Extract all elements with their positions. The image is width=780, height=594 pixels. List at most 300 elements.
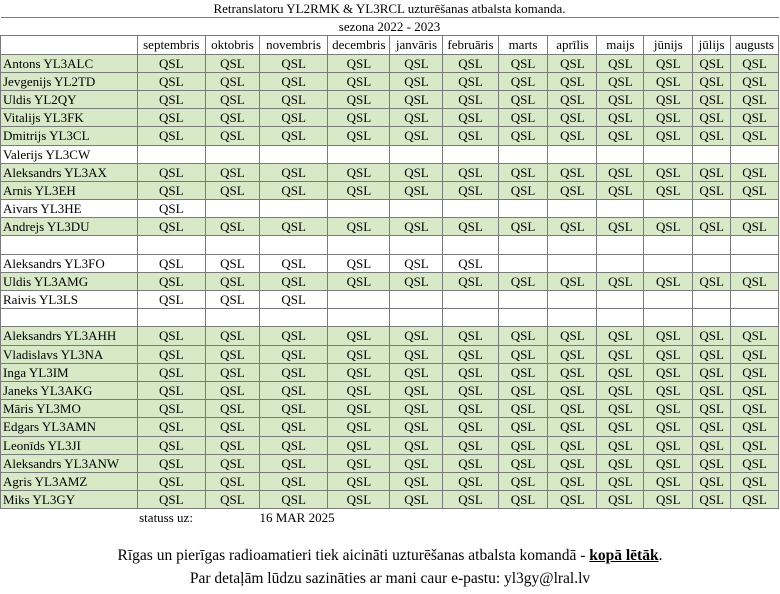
qsl-cell: QSL — [498, 72, 548, 90]
table-row — [1, 400, 779, 418]
qsl-cell: QSL — [644, 327, 693, 345]
qsl-cell: QSL — [390, 272, 443, 290]
table-row — [1, 291, 779, 309]
table-row — [1, 363, 779, 381]
qsl-cell: QSL — [730, 472, 778, 490]
qsl-cell: QSL — [205, 272, 259, 290]
qsl-cell: QSL — [328, 272, 390, 290]
qsl-cell: QSL — [548, 54, 597, 72]
qsl-cell: QSL — [597, 54, 644, 72]
member-name: Miks YL3GY — [1, 491, 138, 509]
qsl-cell: QSL — [328, 472, 390, 490]
qsl-cell: QSL — [328, 345, 390, 363]
qsl-cell: QSL — [597, 127, 644, 145]
qsl-cell: QSL — [693, 54, 731, 72]
qsl-cell: QSL — [693, 363, 731, 381]
qsl-cell: QSL — [259, 491, 327, 509]
qsl-cell: QSL — [730, 54, 778, 72]
qsl-cell: QSL — [443, 90, 498, 108]
qsl-cell — [259, 200, 327, 218]
table-row — [1, 454, 779, 472]
qsl-cell: QSL — [137, 363, 205, 381]
qsl-cell: QSL — [205, 90, 259, 108]
qsl-cell — [328, 291, 390, 309]
qsl-cell — [693, 200, 731, 218]
qsl-cell: QSL — [597, 327, 644, 345]
qsl-cell: QSL — [137, 218, 205, 236]
qsl-cell — [205, 236, 259, 254]
qsl-cell: QSL — [548, 400, 597, 418]
member-name: Antons YL3ALC — [1, 54, 138, 72]
member-name: Aleksandrs YL3ANW — [1, 454, 138, 472]
qsl-cell: QSL — [205, 345, 259, 363]
qsl-cell: QSL — [548, 163, 597, 181]
qsl-cell — [498, 309, 548, 327]
qsl-cell — [730, 254, 778, 272]
qsl-cell: QSL — [443, 127, 498, 145]
qsl-cell: QSL — [328, 218, 390, 236]
qsl-cell: QSL — [443, 254, 498, 272]
table-row — [1, 254, 779, 272]
qsl-cell — [730, 200, 778, 218]
qsl-cell: QSL — [443, 345, 498, 363]
month-header: jūnijs — [644, 36, 693, 54]
member-name: Arnis YL3EH — [1, 181, 138, 199]
qsl-cell: QSL — [597, 218, 644, 236]
qsl-cell — [205, 309, 259, 327]
member-name: Edgars YL3AMN — [1, 418, 138, 436]
qsl-cell — [548, 200, 597, 218]
qsl-cell: QSL — [693, 454, 731, 472]
status-blank — [1, 509, 138, 527]
qsl-cell: QSL — [644, 400, 693, 418]
qsl-cell: QSL — [498, 327, 548, 345]
qsl-cell: QSL — [259, 454, 327, 472]
footer-emphasis: kopā lētāk — [589, 547, 659, 564]
qsl-cell: QSL — [693, 436, 731, 454]
qsl-cell: QSL — [548, 472, 597, 490]
qsl-cell — [443, 200, 498, 218]
qsl-cell — [498, 145, 548, 163]
member-name: Agris YL3AMZ — [1, 472, 138, 490]
qsl-cell: QSL — [205, 218, 259, 236]
status-row — [1, 509, 779, 527]
qsl-cell: QSL — [390, 436, 443, 454]
table-row — [1, 272, 779, 290]
qsl-cell — [390, 145, 443, 163]
qsl-cell: QSL — [693, 472, 731, 490]
qsl-cell — [730, 291, 778, 309]
month-header: oktobris — [205, 36, 259, 54]
qsl-cell: QSL — [498, 472, 548, 490]
qsl-cell: QSL — [693, 418, 731, 436]
qsl-cell: QSL — [498, 90, 548, 108]
qsl-cell: QSL — [644, 109, 693, 127]
qsl-cell: QSL — [730, 109, 778, 127]
qsl-cell: QSL — [390, 127, 443, 145]
qsl-cell: QSL — [137, 327, 205, 345]
qsl-cell: QSL — [548, 327, 597, 345]
qsl-cell: QSL — [730, 127, 778, 145]
qsl-cell: QSL — [693, 127, 731, 145]
qsl-cell — [644, 145, 693, 163]
qsl-cell: QSL — [390, 327, 443, 345]
qsl-cell: QSL — [693, 345, 731, 363]
qsl-cell — [390, 309, 443, 327]
member-name: Aivars YL3HE — [1, 200, 138, 218]
qsl-cell — [328, 145, 390, 163]
table-row — [1, 218, 779, 236]
member-name: Valerijs YL3CW — [1, 145, 138, 163]
qsl-cell: QSL — [259, 163, 327, 181]
qsl-cell: QSL — [328, 418, 390, 436]
qsl-cell — [498, 254, 548, 272]
member-name: Leonīds YL3JI — [1, 436, 138, 454]
qsl-cell: QSL — [205, 327, 259, 345]
qsl-cell — [498, 291, 548, 309]
qsl-cell: QSL — [137, 454, 205, 472]
qsl-cell — [597, 254, 644, 272]
qsl-cell: QSL — [597, 400, 644, 418]
qsl-cell: QSL — [137, 200, 205, 218]
qsl-cell: QSL — [730, 90, 778, 108]
qsl-cell — [693, 309, 731, 327]
qsl-cell: QSL — [259, 54, 327, 72]
member-name: Inga YL3IM — [1, 363, 138, 381]
table-row — [1, 491, 779, 509]
qsl-cell — [443, 145, 498, 163]
qsl-cell: QSL — [730, 418, 778, 436]
qsl-cell: QSL — [390, 54, 443, 72]
qsl-cell — [693, 254, 731, 272]
table-row — [1, 327, 779, 345]
qsl-cell: QSL — [328, 54, 390, 72]
table-row — [1, 345, 779, 363]
qsl-cell: QSL — [137, 491, 205, 509]
qsl-cell: QSL — [693, 218, 731, 236]
qsl-cell: QSL — [137, 254, 205, 272]
member-name: Māris YL3MO — [1, 400, 138, 418]
qsl-cell: QSL — [205, 454, 259, 472]
qsl-cell: QSL — [498, 418, 548, 436]
qsl-cell — [390, 236, 443, 254]
qsl-cell — [548, 291, 597, 309]
qsl-cell: QSL — [644, 363, 693, 381]
qsl-cell — [644, 200, 693, 218]
qsl-cell — [644, 309, 693, 327]
qsl-cell: QSL — [205, 72, 259, 90]
qsl-cell: QSL — [498, 127, 548, 145]
qsl-cell: QSL — [597, 109, 644, 127]
qsl-cell: QSL — [730, 454, 778, 472]
qsl-cell: QSL — [498, 109, 548, 127]
qsl-cell: QSL — [498, 163, 548, 181]
qsl-cell: QSL — [548, 436, 597, 454]
qsl-cell: QSL — [730, 345, 778, 363]
qsl-cell: QSL — [498, 363, 548, 381]
qsl-cell: QSL — [644, 491, 693, 509]
month-header: decembris — [328, 36, 390, 54]
member-name: Dmitrijs YL3CL — [1, 127, 138, 145]
qsl-cell: QSL — [597, 272, 644, 290]
qsl-cell: QSL — [644, 127, 693, 145]
qsl-cell: QSL — [644, 54, 693, 72]
qsl-cell: QSL — [443, 163, 498, 181]
qsl-cell: QSL — [644, 345, 693, 363]
qsl-cell — [597, 236, 644, 254]
qsl-cell — [390, 291, 443, 309]
qsl-cell: QSL — [644, 72, 693, 90]
member-name: Andrejs YL3DU — [1, 218, 138, 236]
qsl-cell: QSL — [597, 90, 644, 108]
month-header: februāris — [443, 36, 498, 54]
qsl-cell: QSL — [259, 90, 327, 108]
qsl-cell: QSL — [498, 436, 548, 454]
table-row — [1, 200, 779, 218]
qsl-cell: QSL — [730, 327, 778, 345]
qsl-cell: QSL — [390, 181, 443, 199]
qsl-cell: QSL — [390, 254, 443, 272]
member-name: Uldis YL2QY — [1, 90, 138, 108]
qsl-cell: QSL — [498, 345, 548, 363]
month-header: augusts — [730, 36, 778, 54]
qsl-cell — [443, 309, 498, 327]
qsl-cell: QSL — [137, 381, 205, 399]
qsl-cell — [137, 145, 205, 163]
qsl-cell: QSL — [443, 72, 498, 90]
qsl-cell — [548, 254, 597, 272]
qsl-cell: QSL — [548, 181, 597, 199]
qsl-cell: QSL — [693, 491, 731, 509]
qsl-cell — [644, 291, 693, 309]
qsl-cell: QSL — [597, 472, 644, 490]
qsl-cell: QSL — [597, 163, 644, 181]
qsl-cell: QSL — [137, 272, 205, 290]
qsl-cell: QSL — [328, 400, 390, 418]
qsl-cell: QSL — [137, 472, 205, 490]
qsl-cell — [259, 236, 327, 254]
qsl-cell — [730, 236, 778, 254]
month-header: aprīlis — [548, 36, 597, 54]
qsl-cell: QSL — [205, 127, 259, 145]
status-filler — [390, 509, 779, 527]
qsl-cell: QSL — [259, 127, 327, 145]
qsl-cell: QSL — [328, 181, 390, 199]
qsl-cell — [498, 200, 548, 218]
qsl-cell: QSL — [730, 400, 778, 418]
qsl-cell: QSL — [548, 381, 597, 399]
qsl-cell: QSL — [498, 181, 548, 199]
member-name: Vitalijs YL3FK — [1, 109, 138, 127]
qsl-cell: QSL — [498, 54, 548, 72]
member-name: Uldis YL3AMG — [1, 272, 138, 290]
qsl-cell: QSL — [498, 400, 548, 418]
qsl-cell — [205, 200, 259, 218]
qsl-cell: QSL — [548, 491, 597, 509]
qsl-cell: QSL — [259, 291, 327, 309]
footer-line-2: Par detaļām lūdzu sazināties ar mani caur e-pastu: yl3gy@lral.lv — [189, 570, 591, 587]
qsl-cell: QSL — [597, 181, 644, 199]
table-row — [1, 181, 779, 199]
qsl-cell: QSL — [443, 436, 498, 454]
qsl-cell: QSL — [693, 181, 731, 199]
qsl-cell: QSL — [644, 218, 693, 236]
qsl-cell: QSL — [390, 491, 443, 509]
qsl-cell: QSL — [137, 72, 205, 90]
qsl-cell: QSL — [597, 363, 644, 381]
qsl-cell: QSL — [259, 272, 327, 290]
qsl-cell: QSL — [137, 418, 205, 436]
qsl-cell — [693, 291, 731, 309]
qsl-cell: QSL — [137, 400, 205, 418]
qsl-cell — [730, 145, 778, 163]
qsl-cell: QSL — [259, 109, 327, 127]
qsl-cell: QSL — [205, 109, 259, 127]
qsl-cell: QSL — [498, 491, 548, 509]
qsl-cell: QSL — [137, 90, 205, 108]
qsl-cell: QSL — [205, 472, 259, 490]
member-name: Jevgenijs YL2TD — [1, 72, 138, 90]
qsl-cell: QSL — [548, 127, 597, 145]
table-row — [1, 109, 779, 127]
qsl-cell: QSL — [390, 381, 443, 399]
qsl-cell: QSL — [390, 363, 443, 381]
qsl-cell: QSL — [205, 291, 259, 309]
qsl-cell: QSL — [443, 109, 498, 127]
qsl-cell: QSL — [443, 363, 498, 381]
qsl-cell: QSL — [498, 454, 548, 472]
qsl-cell — [498, 236, 548, 254]
qsl-cell: QSL — [597, 381, 644, 399]
qsl-cell: QSL — [693, 381, 731, 399]
qsl-cell: QSL — [443, 491, 498, 509]
member-name — [1, 236, 138, 254]
table-title: Retranslatoru YL2RMK & YL3RCL uzturēšanas atbalsta komanda. — [1, 0, 779, 18]
qsl-cell: QSL — [259, 218, 327, 236]
qsl-cell: QSL — [205, 181, 259, 199]
qsl-cell: QSL — [328, 491, 390, 509]
month-header: jūlijs — [693, 36, 731, 54]
qsl-cell: QSL — [205, 400, 259, 418]
qsl-cell: QSL — [730, 436, 778, 454]
qsl-cell: QSL — [390, 163, 443, 181]
qsl-cell: QSL — [328, 72, 390, 90]
member-name — [1, 309, 138, 327]
table-row — [1, 163, 779, 181]
qsl-cell: QSL — [693, 272, 731, 290]
qsl-cell: QSL — [205, 54, 259, 72]
qsl-cell: QSL — [644, 163, 693, 181]
qsl-cell — [597, 145, 644, 163]
table-row — [1, 309, 779, 327]
table-row — [1, 236, 779, 254]
qsl-cell: QSL — [644, 381, 693, 399]
qsl-cell — [548, 309, 597, 327]
qsl-cell: QSL — [137, 109, 205, 127]
month-header: janvāris — [390, 36, 443, 54]
month-header: novembris — [259, 36, 327, 54]
qsl-cell — [644, 254, 693, 272]
qsl-cell: QSL — [328, 90, 390, 108]
qsl-cell: QSL — [259, 72, 327, 90]
qsl-cell: QSL — [205, 363, 259, 381]
table-row — [1, 145, 779, 163]
qsl-cell: QSL — [644, 454, 693, 472]
table-row — [1, 54, 779, 72]
qsl-cell: QSL — [137, 163, 205, 181]
qsl-cell — [328, 200, 390, 218]
qsl-cell: QSL — [548, 72, 597, 90]
qsl-cell: QSL — [390, 345, 443, 363]
qsl-cell: QSL — [205, 418, 259, 436]
qsl-cell: QSL — [137, 291, 205, 309]
qsl-cell: QSL — [259, 327, 327, 345]
qsl-cell: QSL — [328, 163, 390, 181]
qsl-cell: QSL — [259, 472, 327, 490]
qsl-cell: QSL — [205, 254, 259, 272]
month-header: maijs — [597, 36, 644, 54]
qsl-cell: QSL — [137, 181, 205, 199]
qsl-cell: QSL — [137, 54, 205, 72]
qsl-cell — [259, 145, 327, 163]
qsl-cell: QSL — [443, 454, 498, 472]
qsl-cell — [597, 309, 644, 327]
qsl-cell: QSL — [328, 436, 390, 454]
qsl-cell: QSL — [390, 109, 443, 127]
qsl-cell: QSL — [548, 218, 597, 236]
qsl-cell: QSL — [548, 418, 597, 436]
header-blank-cell — [1, 36, 138, 54]
qsl-cell: QSL — [259, 254, 327, 272]
qsl-cell: QSL — [548, 345, 597, 363]
qsl-cell: QSL — [328, 127, 390, 145]
footer-invite-text: Rīgas un pierīgas radioamatieri tiek aicināti uzturēšanas atbalsta komandā - — [117, 547, 590, 564]
qsl-cell: QSL — [693, 72, 731, 90]
qsl-cell: QSL — [443, 181, 498, 199]
qsl-cell: QSL — [443, 272, 498, 290]
qsl-cell: QSL — [644, 418, 693, 436]
qsl-cell: QSL — [443, 381, 498, 399]
qsl-cell — [443, 236, 498, 254]
qsl-cell: QSL — [390, 72, 443, 90]
qsl-cell — [205, 145, 259, 163]
member-name: Janeks YL3AKG — [1, 381, 138, 399]
qsl-cell: QSL — [259, 436, 327, 454]
qsl-cell: QSL — [498, 272, 548, 290]
qsl-cell: QSL — [390, 218, 443, 236]
member-name: Aleksandrs YL3FO — [1, 254, 138, 272]
table-row — [1, 127, 779, 145]
month-header: marts — [498, 36, 548, 54]
qsl-cell: QSL — [693, 90, 731, 108]
qsl-cell: QSL — [498, 381, 548, 399]
qsl-cell: QSL — [548, 454, 597, 472]
qsl-cell: QSL — [205, 436, 259, 454]
qsl-cell — [548, 145, 597, 163]
qsl-cell: QSL — [730, 163, 778, 181]
qsl-cell: QSL — [597, 436, 644, 454]
qsl-cell: QSL — [390, 90, 443, 108]
qsl-cell: QSL — [730, 381, 778, 399]
month-header-row — [1, 36, 779, 54]
qsl-cell: QSL — [644, 90, 693, 108]
status-label: statuss uz: — [139, 510, 193, 526]
qsl-cell — [137, 309, 205, 327]
qsl-cell: QSL — [730, 72, 778, 90]
qsl-cell: QSL — [597, 418, 644, 436]
qsl-cell: QSL — [328, 254, 390, 272]
qsl-cell: QSL — [548, 363, 597, 381]
